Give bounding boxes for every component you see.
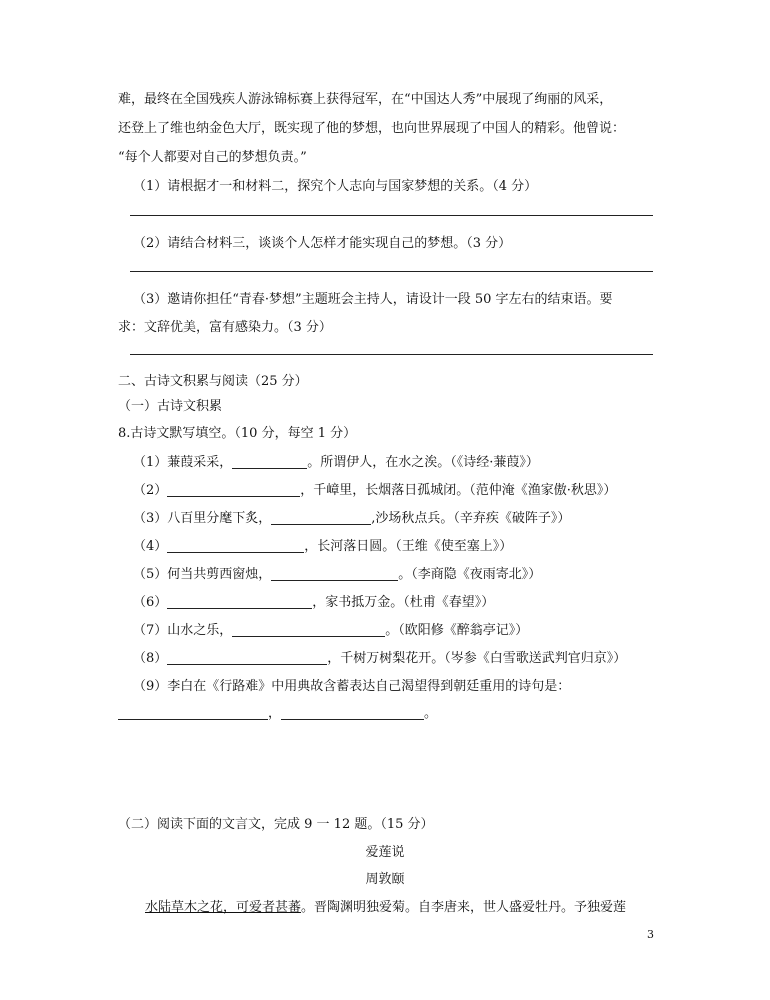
part-1-title: （一）古诗文积累 — [118, 399, 223, 414]
fill-blank[interactable] — [232, 623, 385, 637]
question-8-title: 8.古诗文默写填空。（10 分，每空 1 分） — [118, 426, 357, 441]
fill-item-3: （3）八百里分麾下炙， ,沙场秋点兵。（辛弃疾《破阵子》） — [133, 511, 571, 526]
material-text-line-3: “每个人都要对自己的梦想负责。” — [118, 150, 307, 165]
fill-blank[interactable] — [167, 651, 327, 665]
answer-line-7-2[interactable] — [130, 271, 653, 272]
fill-blank[interactable] — [167, 595, 312, 609]
essay-first-line: 水陆草木之花，可爱者甚蕃。晋陶渊明独爱菊。自李唐来，世人盛爱牡丹。予独爱莲 — [145, 900, 627, 915]
question-7-3-line-1: （3）邀请你担任“青春·梦想”主题班会主持人，请设计一段 50 字左右的结束语。要 — [133, 292, 613, 307]
fill-item-7: （7）山水之乐， 。（欧阳修《醉翁亭记》） — [133, 623, 529, 638]
question-7-3-line-2: 求：文辞优美，富有感染力。（3 分） — [118, 320, 332, 335]
fill-blank[interactable] — [271, 567, 398, 581]
fill-item-8: （8） ，千树万树梨花开。（岑参《白雪歌送武判官归京》） — [133, 651, 627, 666]
fill-blank[interactable] — [281, 706, 424, 720]
part-2-title: （二）阅读下面的文言文，完成 9 一 12 题。（15 分） — [118, 817, 434, 832]
answer-line-7-1[interactable] — [130, 215, 653, 216]
material-text-line-2: 还登上了维也纳金色大厅，既实现了他的梦想，也向世界展现了中国人的精彩。他曾说： — [118, 121, 626, 136]
fill-item-9: （9）李白在《行路难》中用典故含蓄表达自己渴望得到朝廷重用的诗句是： — [133, 679, 571, 694]
fill-blank[interactable] — [167, 483, 300, 497]
fill-item-6: （6） ，家书抵万金。（杜甫《春望》） — [133, 595, 495, 610]
fill-item-5: （5）何当共剪西窗烛， 。（李商隐《夜雨寄北》） — [133, 567, 542, 582]
question-7-2: （2）请结合材料三，谈谈个人怎样才能实现自己的梦想。（3 分） — [133, 236, 512, 251]
underlined-sentence: 水陆草木之花，可爱者甚蕃 — [145, 900, 302, 915]
section-2-title: 二、古诗文积累与阅读（25 分） — [118, 374, 308, 389]
essay-author: 周敦颐 — [365, 872, 405, 887]
fill-blank[interactable] — [118, 706, 268, 720]
fill-blank[interactable] — [167, 539, 304, 553]
fill-blank[interactable] — [232, 455, 307, 469]
fill-item-4: （4） ，长河落日圆。（王维《使至塞上》） — [133, 539, 513, 554]
fill-item-1: （1）蒹葭采采， 。所谓伊人，在水之涘。（《诗经·蒹葭》） — [133, 455, 539, 470]
material-text-line-1: 难，最终在全国残疾人游泳锦标赛上获得冠军，在“中国达人秀”中展现了绚丽的风采， — [118, 92, 613, 107]
answer-line-7-3[interactable] — [130, 354, 653, 355]
fill-item-9-answer: ， 。 — [118, 706, 437, 722]
fill-blank[interactable] — [271, 511, 371, 525]
question-7-1: （1）请根据才一和材料二，探究个人志向与国家梦想的关系。（4 分） — [133, 179, 538, 194]
page-number: 3 — [647, 928, 654, 941]
essay-title: 爱莲说 — [365, 845, 405, 860]
fill-item-2: （2） ，千嶂里，长烟落日孤城闭。（范仲淹《渔家傲·秋思》） — [133, 483, 617, 498]
